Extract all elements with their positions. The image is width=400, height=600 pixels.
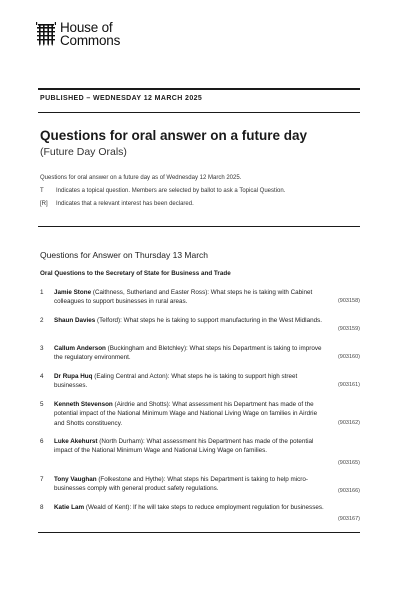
- department-heading: Oral Questions to the Secretary of State for Business and Trade: [40, 270, 231, 277]
- key-text: Indicates that a relevant interest has been declared.: [56, 201, 194, 207]
- question-reference: (903165): [337, 460, 360, 466]
- key-relevant-interest: [40, 201, 194, 207]
- question-text: (Airdrie and Shotts): What assessment his Department has made of the potential impact of the National Minimum Wage and National Living Wage on families in Airdrie and Shotts constituency.: [54, 401, 318, 427]
- question-number: 1: [40, 289, 44, 296]
- question-text: (North Durham): What assessment his Department has made of the potential impact of the National Minimum Wage and National Living Wage on families.: [54, 438, 314, 455]
- intro-text: Questions for oral answer on a future day as of Wednesday 12 March 2025.: [40, 175, 242, 181]
- question-number: 8: [40, 504, 44, 511]
- question-text: (Caithness, Sutherland and Easter Ross): What steps he is taking with Cabinet colleagues to support businesses in rural areas.: [54, 289, 313, 306]
- question-number: 3: [40, 345, 44, 352]
- member-name: Luke Akehurst: [54, 438, 98, 445]
- key-text: Indicates a topical question. Members are selected by ballot to ask a Topical Question.: [56, 188, 286, 194]
- question-reference: (903160): [337, 354, 360, 361]
- question-text: (Weald of Kent): If he will take steps to reduce employment regulation for businesses.: [84, 504, 324, 511]
- portcullis-icon: [36, 22, 56, 46]
- logo-wordmark: [60, 22, 120, 47]
- key-symbol: T: [40, 188, 44, 194]
- question-text: (Ealing Central and Acton): What steps he is taking to support high street businesses.: [54, 373, 298, 390]
- member-name: Tony Vaughan: [54, 476, 97, 483]
- logo-line-2: Commons: [60, 32, 121, 48]
- question-reference: (903167): [337, 516, 360, 522]
- question-text: (Telford): What steps he is taking to support manufacturing in the West Midlands.: [95, 317, 322, 324]
- question-reference: (903166): [337, 488, 360, 494]
- divider: [38, 112, 360, 113]
- member-name: Callum Anderson: [54, 345, 106, 352]
- question-reference: (903162): [337, 419, 360, 426]
- question-number: 4: [40, 373, 44, 380]
- member-name: Katie Lam: [54, 504, 85, 511]
- member-name: Jamie Stone: [54, 289, 92, 296]
- divider: [38, 226, 360, 227]
- question-reference: (903159): [337, 326, 360, 333]
- member-name: Dr Rupa Huq: [54, 373, 93, 380]
- question-reference: (903161): [337, 382, 360, 389]
- page-subtitle: (Future Day Orals): [40, 146, 127, 158]
- member-name: Shaun Davies: [54, 317, 96, 324]
- question-number: 2: [40, 317, 44, 324]
- page-title: Questions for oral answer on a future day: [40, 128, 308, 143]
- divider: [38, 88, 360, 90]
- question-reference: (903158): [337, 298, 360, 305]
- published-date: PUBLISHED – WEDNESDAY 12 MARCH 2025: [40, 95, 203, 102]
- day-heading: Questions for Answer on Thursday 13 March: [40, 250, 209, 260]
- key-topical: [40, 188, 285, 194]
- member-name: Kenneth Stevenson: [54, 401, 113, 408]
- question-number: 6: [40, 438, 44, 445]
- key-symbol: [R]: [40, 201, 48, 207]
- logo-line-1: House of: [60, 20, 113, 35]
- house-of-commons-logo: [36, 22, 120, 47]
- question-text: (Folkestone and Hythe): What steps his Department is taking to help micro-businesses comply with general product safety regulations.: [54, 476, 308, 493]
- question-number: 7: [40, 476, 44, 483]
- question-number: 5: [40, 401, 44, 408]
- divider: [38, 532, 360, 533]
- question-text: (Buckingham and Bletchley): What steps his Department is taking to improve the regulatory environment.: [54, 345, 322, 362]
